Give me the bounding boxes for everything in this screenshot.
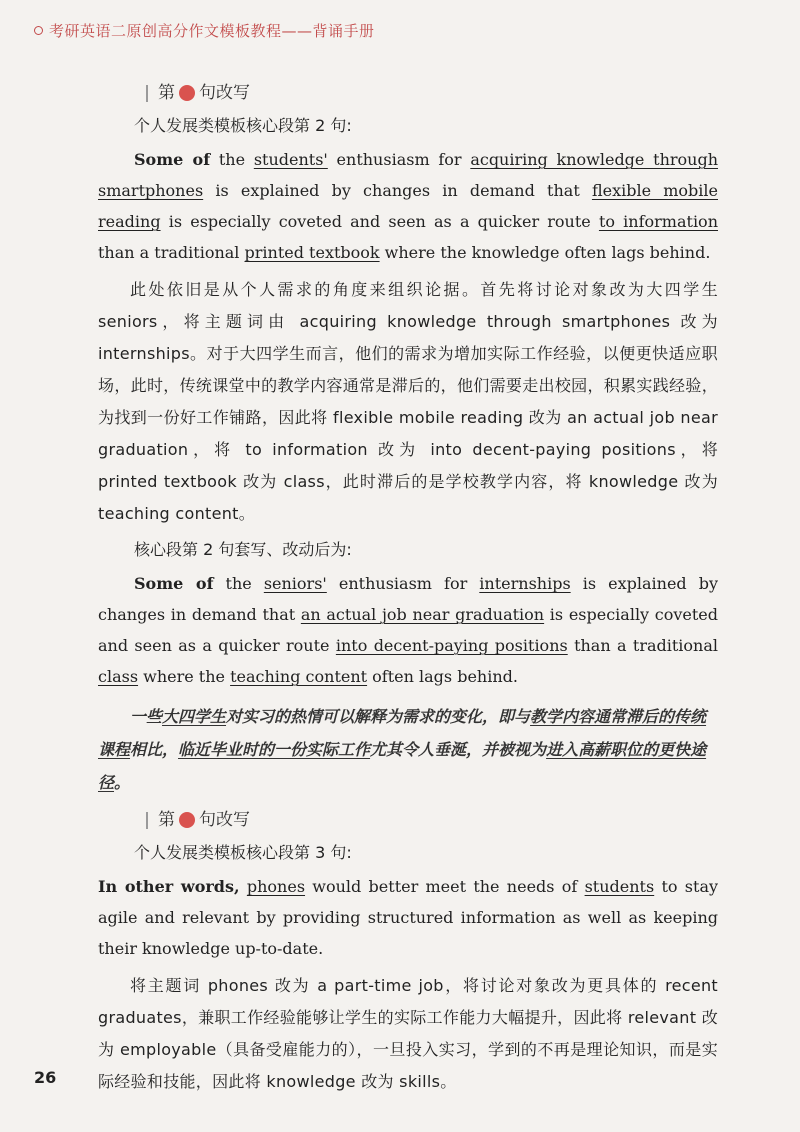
text-run: 尤其令人垂涎，并被视为 xyxy=(370,740,547,759)
section-marker-icon xyxy=(179,812,195,828)
chinese-translation xyxy=(98,700,718,799)
book-title: 考研英语二原创高分作文模板教程——背诵手册 xyxy=(49,22,375,40)
underlined-phrase: 教学内容通常滞后的传统课程 xyxy=(98,707,707,759)
main-content xyxy=(98,80,718,1104)
explanation-paragraph-2: 将主题词 phones 改为 a part-time job，将讨论对象改为更具体的 recent graduates，兼职工作经验能够让学生的实际工作能力大幅提升，因此将 relevant 改为 employable（具备受雇能力的），一旦投入实习，学到的不再是理论知识，而是实际经验和技能，因此将 knowledge 改为 skills。 xyxy=(98,976,718,1091)
underlined-phrase: to information xyxy=(598,212,718,231)
bold-phrase: In other words, xyxy=(98,877,240,896)
heading-bar-icon xyxy=(146,85,148,102)
heading-prefix: 第 xyxy=(158,83,175,103)
text-run: 相比， xyxy=(130,740,179,759)
underlined-phrase: into decent-paying positions xyxy=(335,636,568,655)
text-run: where the knowledge often lags behind. xyxy=(379,243,711,262)
bullet-icon xyxy=(34,26,43,35)
text-run: is explained by changes in demand that xyxy=(203,181,592,200)
template-subtitle-1: 个人发展类模板核心段第 2 句: xyxy=(134,116,352,135)
text-run: where the xyxy=(138,667,231,686)
text-run: enthusiasm for xyxy=(326,574,480,593)
heading-suffix: 句改写 xyxy=(199,83,250,103)
underlined-phrase: printed textbook xyxy=(244,243,380,262)
text-run: the xyxy=(210,150,254,169)
original-sentence-1 xyxy=(98,144,718,268)
text-run: 。 xyxy=(114,773,131,792)
page-number: 26 xyxy=(34,1068,57,1087)
heading-suffix: 句改写 xyxy=(199,810,250,830)
bold-phrase: Some of xyxy=(134,150,211,169)
text-run: is explained by changes in demand that xyxy=(98,574,719,624)
underlined-phrase: class xyxy=(98,667,139,686)
text-run: than a traditional xyxy=(98,243,245,262)
text-run: is especially coveted and seen as a quicker route xyxy=(98,605,719,655)
text-run xyxy=(240,877,247,896)
heading-bar-icon xyxy=(146,812,148,829)
template-subtitle-2: 个人发展类模板核心段第 3 句: xyxy=(134,843,352,862)
section-heading-1 xyxy=(146,80,718,106)
text-run: 对实习的热情可以解释为需求的变化，即与 xyxy=(226,707,531,726)
section-marker-icon xyxy=(179,85,195,101)
text-run: than a traditional xyxy=(567,636,719,655)
original-sentence-2 xyxy=(98,871,718,964)
underlined-phrase: an actual job near graduation xyxy=(300,605,545,624)
underlined-phrase: students xyxy=(584,877,655,896)
text-run: to stay agile and relevant by providing structured information as well as keeping their knowledge up-to-date. xyxy=(98,877,719,958)
underlined-phrase: seniors' xyxy=(263,574,327,593)
underlined-phrase: internships xyxy=(479,574,571,593)
heading-prefix: 第 xyxy=(158,810,175,830)
text-run: enthusiasm for xyxy=(327,150,471,169)
underlined-phrase: 临近毕业时的一份实际工作 xyxy=(178,740,371,759)
running-header xyxy=(34,20,375,41)
underlined-phrase: phones xyxy=(246,877,306,896)
explanation-paragraph-1: 此处依旧是从个人需求的角度来组织论据。首先将讨论对象改为大四学生 seniors，将主题词由 acquiring knowledge through smartphones 改为 internships。对于大四学生而言，他们的需求为增加实际工作经验，以便更快适应职场，此时，传统课堂中的教学内容通常是滞后的，他们需要走出校园，积累实践经验，为找到一份好工作铺路，因此将 flexible mobile reading 改为 an actual job near graduation，将 to information 改为 into decent-paying positions，将 printed textbook 改为 class，此时滞后的是学校教学内容，将 knowledge 改为 teaching content。 xyxy=(98,280,718,523)
rewrite-label: 核心段第 2 句套写、改动后为: xyxy=(134,540,352,559)
text-run: often lags behind. xyxy=(367,667,518,686)
underlined-phrase: students' xyxy=(253,150,328,169)
text-run: is especially coveted and seen as a quicker route xyxy=(160,212,599,231)
underlined-phrase: acquiring knowledge through smartphones xyxy=(98,150,719,200)
underlined-phrase: flexible mobile reading xyxy=(98,181,718,231)
underlined-phrase: 大四学生 xyxy=(162,707,227,726)
rewritten-sentence xyxy=(98,568,718,692)
text-run: would better meet the needs of xyxy=(305,877,585,896)
underlined-phrase: 进入高薪职位的更快途径 xyxy=(98,740,707,792)
underlined-phrase: teaching content xyxy=(230,667,368,686)
bold-phrase: Some of xyxy=(134,574,214,593)
text-run: 一些 xyxy=(130,707,163,726)
section-heading-2 xyxy=(146,807,718,833)
text-run: the xyxy=(213,574,264,593)
